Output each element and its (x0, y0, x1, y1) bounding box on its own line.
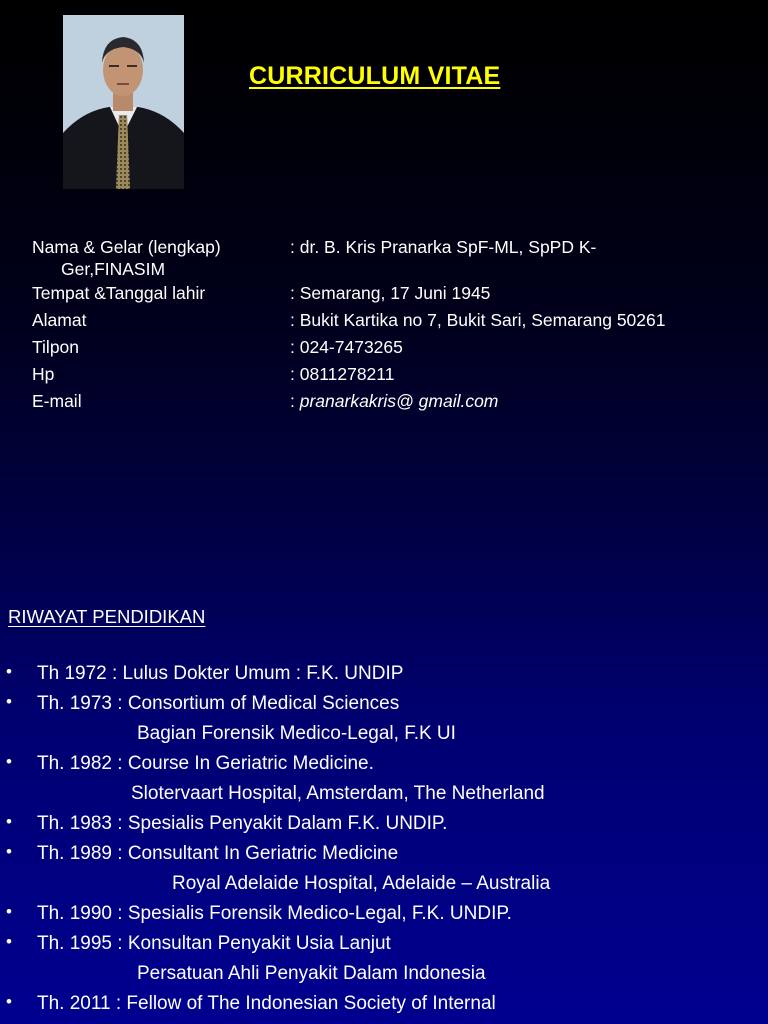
bullet-icon: • (6, 992, 12, 1011)
list-item (6, 753, 766, 783)
info-label-name: Nama & Gelar (lengkap) (32, 237, 221, 257)
education-item-main: Th. 1982 : Course In Geriatric Medicine. (37, 753, 374, 774)
portrait-photo (63, 15, 184, 189)
list-item (6, 663, 766, 693)
education-item-main: Th. 1995 : Konsultan Penyakit Usia Lanjut (37, 933, 391, 954)
info-row-address (32, 310, 752, 337)
list-item (6, 903, 766, 933)
info-value-mobile: : 0811278211 (290, 364, 395, 384)
info-value-phone: : 024-7473265 (290, 337, 403, 357)
education-item-detail: Bagian Forensik Medico-Legal, F.K UI (137, 723, 456, 744)
bullet-icon: • (6, 662, 12, 681)
list-item-sub (6, 783, 766, 813)
info-value-name: : dr. B. Kris Pranarka SpF-ML, SpPD K- (290, 237, 597, 257)
list-item (6, 933, 766, 963)
info-row-email (32, 391, 752, 418)
info-value-name-continued: Ger,FINASIM (61, 259, 166, 279)
info-value-email (290, 391, 498, 412)
email-prefix: : (290, 391, 300, 411)
bullet-icon: • (6, 692, 12, 711)
info-label-address: Alamat (32, 310, 87, 330)
info-label-email: E-mail (32, 391, 82, 411)
email-address: pranarkakris@ gmail.com (299, 391, 499, 411)
info-row-birth (32, 283, 752, 310)
education-item-detail: Royal Adelaide Hospital, Adelaide – Australia (172, 873, 551, 894)
info-row-mobile (32, 364, 752, 391)
bullet-icon: • (6, 842, 12, 861)
education-item-detail: Slotervaart Hospital, Amsterdam, The Netherland (131, 783, 545, 804)
education-item-main: Th. 1990 : Spesialis Forensik Medico-Legal, F.K. UNDIP. (37, 903, 512, 924)
info-label-phone: Tilpon (32, 337, 80, 357)
list-item (6, 813, 766, 843)
info-value-address: : Bukit Kartika no 7, Bukit Sari, Semarang 50261 (290, 310, 666, 330)
education-item-detail: Persatuan Ahli Penyakit Dalam Indonesia (137, 963, 486, 984)
education-item-main: Th. 1983 : Spesialis Penyakit Dalam F.K. UNDIP. (37, 813, 448, 834)
cv-title: CURRICULUM VITAE (249, 62, 501, 90)
bullet-icon: • (6, 902, 12, 921)
info-label-mobile: Hp (32, 364, 55, 384)
info-label-birth: Tempat &Tanggal lahir (32, 283, 206, 303)
list-item (6, 843, 766, 873)
education-heading: RIWAYAT PENDIDIKAN (8, 606, 206, 627)
bullet-icon: • (6, 932, 12, 951)
personal-info (32, 237, 752, 418)
bullet-icon: • (6, 812, 12, 831)
education-item-main: Th. 1989 : Consultant In Geriatric Medicine (37, 843, 399, 864)
list-item-sub (6, 723, 766, 753)
list-item-sub (6, 963, 766, 993)
list-item (6, 993, 766, 1023)
list-item (6, 693, 766, 723)
education-item-main: Th. 1973 : Consortium of Medical Sciences (37, 693, 400, 714)
bullet-icon: • (6, 752, 12, 771)
portrait-illustration (63, 15, 184, 189)
info-row-name (32, 237, 752, 283)
education-list (6, 663, 766, 1023)
info-value-birth: : Semarang, 17 Juni 1945 (290, 283, 491, 303)
education-item-main: Th. 2011 : Fellow of The Indonesian Society of Internal (37, 993, 496, 1014)
info-row-phone (32, 337, 752, 364)
list-item-sub (6, 873, 766, 903)
education-item-main: Th 1972 : Lulus Dokter Umum : F.K. UNDIP (37, 663, 404, 684)
